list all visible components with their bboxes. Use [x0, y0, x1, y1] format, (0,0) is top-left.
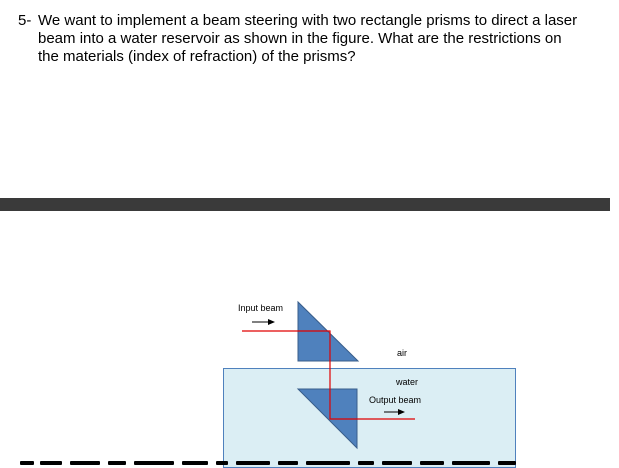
water-reservoir	[224, 369, 516, 468]
cut-off-text-line	[0, 459, 619, 468]
question-number: 5-	[18, 12, 32, 29]
output-beam-label: Output beam	[369, 395, 422, 405]
input-beam-label: Input beam	[238, 303, 284, 313]
air-label: air	[397, 348, 408, 358]
question-text: We want to implement a beam steering with two rectangle prisms to direct a laser beam into a water reservoir as shown in the figure. What are the restrictions on the materials (index of refraction) of the prisms?	[38, 12, 578, 65]
water-label: water	[396, 377, 419, 387]
